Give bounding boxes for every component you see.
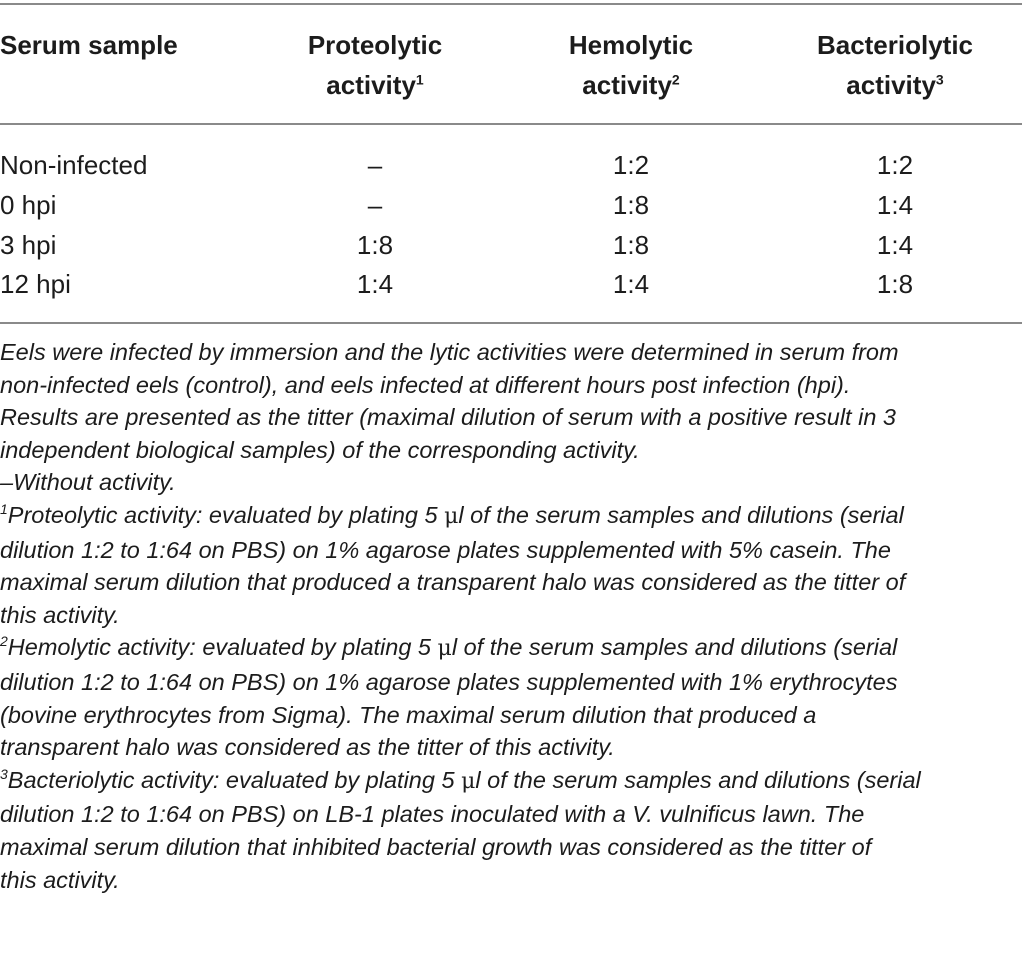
header-proteolytic-line1: Proteolytic — [307, 30, 443, 60]
footnote-line: non-infected eels (control), and eels infected at different hours post infection (hpi). — [0, 371, 851, 398]
footnote-line: this activity. — [0, 866, 120, 893]
footnote-1-mark: 1 — [0, 501, 8, 518]
header-serum-sample — [0, 25, 178, 65]
footnote-line: Hemolytic activity: evaluated by plating 5 — [7, 634, 438, 661]
cell-hemolytic: 1:8 — [612, 230, 650, 260]
header-proteolytic-sup: 1 — [415, 71, 424, 88]
footnote-line: l of the serum samples and dilutions (serial — [451, 634, 898, 661]
table-row — [0, 264, 1022, 304]
footnote-line: (bovine erythrocytes from Sigma). The maximal serum dilution that produced a — [0, 701, 817, 728]
header-hemolytic-line2: activity — [582, 70, 672, 100]
footnote-dash — [0, 466, 1022, 499]
cell-proteolytic: – — [367, 190, 383, 220]
cell-sample: 3 hpi — [0, 230, 57, 260]
mu-symbol: μ — [437, 636, 452, 662]
cell-proteolytic: 1:4 — [356, 269, 394, 299]
table-footnotes — [0, 336, 1022, 896]
header-bacteriolytic-line2: activity — [846, 70, 936, 100]
footnote-1 — [0, 499, 1022, 631]
footnote-line: Eels were infected by immersion and the lytic activities were determined in serum from — [0, 339, 899, 365]
cell-hemolytic: 1:4 — [612, 269, 650, 299]
footnote-2 — [0, 631, 1022, 763]
footnote-line: independent biological samples) of the corresponding activity. — [0, 436, 640, 463]
footnote-line: l of the serum samples and dilutions (serial — [458, 501, 904, 528]
header-hemolytic — [531, 25, 731, 105]
footnote-line: maximal serum dilution that inhibited bacterial growth was considered as the titter of — [0, 833, 872, 860]
cell-bacteriolytic: 1:4 — [876, 190, 914, 220]
table-row — [0, 145, 1022, 185]
table-row — [0, 185, 1022, 225]
header-hemolytic-line1: Hemolytic — [568, 30, 694, 60]
mu-symbol: μ — [444, 503, 459, 529]
footnote-line: dilution 1:2 to 1:64 on PBS) on 1% agarose plates supplemented with 5% casein. The — [0, 536, 891, 563]
cell-proteolytic: – — [367, 150, 383, 180]
footnote-line: Bacteriolytic activity: evaluated by plating 5 — [7, 766, 462, 793]
cell-sample: 0 hpi — [0, 190, 57, 220]
footnote-3 — [0, 764, 1022, 896]
header-bacteriolytic — [780, 25, 1010, 105]
cell-sample: Non-infected — [0, 150, 148, 180]
footnote-line: –Without activity. — [0, 469, 176, 496]
footnote-line: l of the serum samples and dilutions (serial — [475, 766, 921, 793]
cell-sample: 12 hpi — [0, 269, 71, 299]
footnote-intro — [0, 336, 1022, 466]
footnote-line: dilution 1:2 to 1:64 on PBS) on 1% agarose plates supplemented with 1% erythrocytes — [0, 668, 898, 695]
cell-bacteriolytic: 1:8 — [876, 269, 914, 299]
header-bacteriolytic-line1: Bacteriolytic — [816, 30, 974, 60]
footnote-line: Results are presented as the titter (maximal dilution of serum with a positive result in 3 — [0, 404, 897, 431]
table-header-rule — [0, 123, 1022, 125]
header-bacteriolytic-sup: 3 — [935, 71, 944, 88]
footnote-line: transparent halo was considered as the titter of this activity. — [0, 734, 615, 761]
table-row — [0, 225, 1022, 265]
footnote-line: Proteolytic activity: evaluated by plating 5 — [7, 501, 445, 528]
footnote-3-mark: 3 — [0, 765, 8, 782]
header-serum-sample-label: Serum sample — [0, 30, 178, 60]
mu-symbol: μ — [461, 768, 476, 794]
header-proteolytic — [275, 25, 475, 105]
cell-hemolytic: 1:2 — [612, 150, 650, 180]
footnote-2-mark: 2 — [0, 633, 8, 650]
header-proteolytic-line2: activity — [326, 70, 416, 100]
cell-bacteriolytic: 1:4 — [876, 230, 914, 260]
cell-bacteriolytic: 1:2 — [876, 150, 914, 180]
footnote-line: dilution 1:2 to 1:64 on PBS) on LB-1 plates inoculated with a V. vulnificus lawn. The — [0, 801, 865, 828]
cell-hemolytic: 1:8 — [612, 190, 650, 220]
table-top-rule — [0, 3, 1022, 5]
table-bottom-rule — [0, 322, 1022, 324]
cell-proteolytic: 1:8 — [356, 230, 394, 260]
footnote-line: maximal serum dilution that produced a transparent halo was considered as the titter of — [0, 569, 906, 596]
header-hemolytic-sup: 2 — [671, 71, 680, 88]
footnote-line: this activity. — [0, 601, 120, 628]
